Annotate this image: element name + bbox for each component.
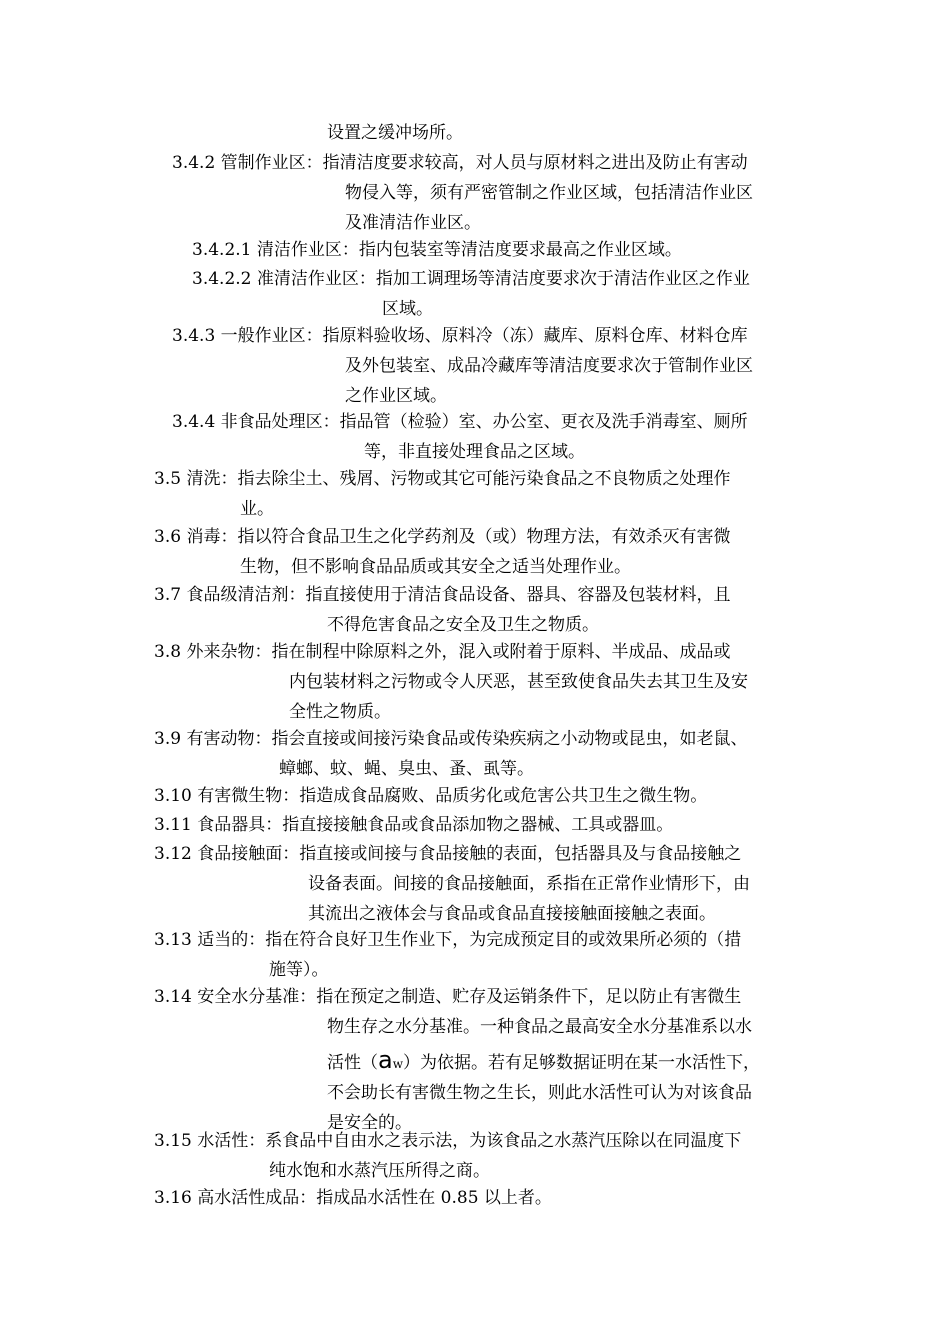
- definition-heading-line: 3.8 外来杂物：指在制程中除原料之外，混入或附着于原料、半成品、成品或: [154, 642, 731, 662]
- text-line: 及外包装室、成品冷藏库等清洁度要求次于管制作业区: [345, 356, 753, 376]
- definition-3-4-3: [172, 321, 753, 411]
- definition-3-5: [154, 464, 730, 524]
- text-line: 内包装材料之污物或令人厌恶，甚至致使食品失去其卫生及安: [289, 672, 748, 692]
- definition-3-8: [154, 637, 748, 727]
- definition-3-11: [154, 810, 673, 840]
- definition-heading-line: 3.4.2.1 清洁作业区：指内包装室等清洁度要求最高之作业区域。: [192, 240, 682, 260]
- text-line: 设备表面。间接的食品接触面，系指在正常作业情形下，由: [308, 874, 750, 894]
- definition-heading-line: 3.14 安全水分基准：指在预定之制造、贮存及运销条件下，足以防止有害微生: [154, 987, 742, 1007]
- definition-heading-line: 3.4.4 非食品处理区：指品管（检验）室、办公室、更衣及洗手消毒室、厕所: [172, 412, 748, 432]
- text-line: 生物，但不影响食品品质或其安全之适当处理作业。: [240, 557, 631, 577]
- text-line: 等，非直接处理食品之区域。: [364, 442, 585, 462]
- text-line: 物侵入等，须有严密管制之作业区域，包括清洁作业区: [345, 183, 753, 203]
- water-activity-line: [154, 1042, 760, 1078]
- text-line: 区域。: [382, 299, 433, 319]
- definition-heading-line: 3.13 适当的：指在符合良好卫生作业下，为完成预定目的或效果所必须的（措: [154, 930, 742, 950]
- definition-3-4-2-1: [192, 235, 682, 265]
- continuation-text: [327, 118, 463, 148]
- definition-heading-line: 3.11 食品器具：指直接接触食品或食品添加物之器械、工具或器皿。: [154, 815, 674, 835]
- definition-3-4-4: [172, 407, 748, 467]
- definition-3-7: [154, 580, 730, 640]
- definition-3-4-2-2: [192, 264, 750, 324]
- definition-3-10: [154, 781, 707, 811]
- definition-heading-line: 3.5 清洗：指去除尘土、残屑、污物或其它可能污染食品之不良物质之处理作: [154, 469, 731, 489]
- definition-heading-line: 3.4.3 一般作业区：指原料验收场、原料冷（冻）藏库、原料仓库、材料仓库: [172, 326, 748, 346]
- definition-3-16: [154, 1183, 552, 1213]
- definition-heading-line: 3.6 消毒：指以符合食品卫生之化学药剂及（或）物理方法，有效杀灭有害微: [154, 527, 731, 547]
- water-activity-symbol: a: [378, 1046, 393, 1074]
- definition-heading-line: 3.4.2 管制作业区：指清洁度要求较高，对人员与原材料之进出及防止有害动: [172, 153, 748, 173]
- text-line: 设置之缓冲场所。: [327, 123, 463, 143]
- definition-heading-line: 3.12 食品接触面：指直接或间接与食品接触的表面，包括器具及与食品接触之: [154, 844, 742, 864]
- text-line: 及准清洁作业区。: [345, 213, 481, 233]
- definition-heading-line: 3.15 水活性：系食品中自由水之表示法，为该食品之水蒸汽压除以在同温度下: [154, 1131, 742, 1151]
- text-line: 不会助长有害微生物之生长，则此水活性可认为对该食品: [327, 1083, 752, 1103]
- text-line: 业。: [240, 499, 274, 519]
- definition-heading-line: 3.4.2.2 准清洁作业区：指加工调理场等清洁度要求次于清洁作业区之作业: [192, 269, 750, 289]
- definition-3-4-2: [172, 148, 753, 238]
- text-line: 不得危害食品之安全及卫生之物质。: [327, 615, 599, 635]
- text-line: 物生存之水分基准。一种食品之最高安全水分基准系以水: [327, 1017, 752, 1037]
- definition-heading-line: 3.9 有害动物：指会直接或间接污染食品或传染疾病之小动物或昆虫，如老鼠、: [154, 729, 748, 749]
- definition-3-15: [154, 1126, 741, 1186]
- definition-3-12: [154, 839, 750, 929]
- text-segment: 活性（: [327, 1053, 378, 1073]
- definition-3-6: [154, 522, 730, 582]
- text-line: 全性之物质。: [289, 702, 391, 722]
- text-line: 之作业区域。: [345, 386, 447, 406]
- definition-heading-line: 3.10 有害微生物：指造成食品腐败、品质劣化或危害公共卫生之微生物。: [154, 786, 708, 806]
- text-segment: ）为依据。若有足够数据证明在某一水活性下，: [403, 1053, 760, 1073]
- definition-heading-line: 3.7 食品级清洁剂：指直接使用于清洁食品设备、器具、容器及包装材料，且: [154, 585, 731, 605]
- definition-3-9: [154, 724, 747, 784]
- text-line: 蟑螂、蚊、蝇、臭虫、蚤、虱等。: [279, 759, 534, 779]
- definition-heading-line: 3.16 高水活性成品：指成品水活性在 0.85 以上者。: [154, 1188, 552, 1208]
- definition-3-14: [154, 982, 760, 1138]
- text-line: 纯水饱和水蒸汽压所得之商。: [269, 1161, 490, 1181]
- water-activity-subscript: w: [392, 1057, 403, 1071]
- text-line: 施等）。: [269, 960, 329, 980]
- definition-3-13: [154, 925, 741, 985]
- text-line: 其流出之液体会与食品或食品直接接触面接触之表面。: [308, 904, 716, 924]
- text-line: 是安全的。: [327, 1113, 412, 1133]
